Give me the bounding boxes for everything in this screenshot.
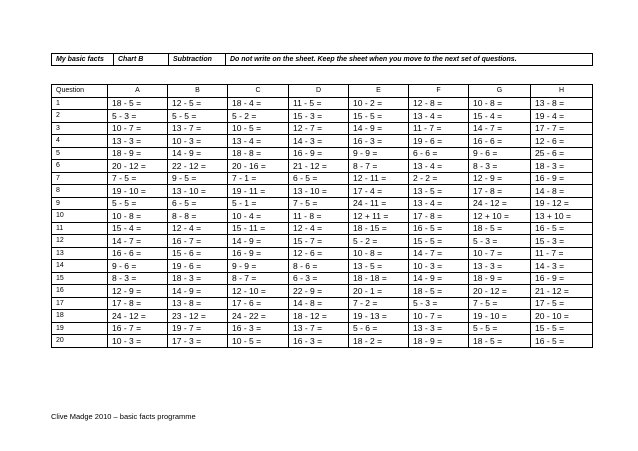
fact-cell-g: 24 - 12 = <box>469 197 531 210</box>
table-row <box>52 172 593 185</box>
fact-cell-h: 12 - 6 = <box>531 135 593 148</box>
fact-cell-b: 13 - 7 = <box>168 122 228 135</box>
fact-cell-g: 15 - 4 = <box>469 110 531 123</box>
fact-cell-d: 14 - 8 = <box>289 297 349 310</box>
fact-cell-f: 11 - 7 = <box>409 122 469 135</box>
fact-cell-d: 14 - 3 = <box>289 135 349 148</box>
fact-cell-b: 15 - 6 = <box>168 247 228 260</box>
fact-cell-a: 15 - 4 = <box>108 222 168 235</box>
question-column-header: Question <box>52 85 108 98</box>
column-header-c: C <box>228 85 289 98</box>
fact-cell-b: 19 - 7 = <box>168 322 228 335</box>
footer-credit: Clive Madge 2010 – basic facts programme <box>51 412 196 421</box>
table-row <box>52 322 593 335</box>
fact-cell-h: 17 - 5 = <box>531 297 593 310</box>
fact-cell-f: 14 - 7 = <box>409 247 469 260</box>
fact-cell-d: 15 - 3 = <box>289 110 349 123</box>
fact-cell-d: 15 - 7 = <box>289 235 349 248</box>
fact-cell-g: 19 - 10 = <box>469 310 531 323</box>
question-number: 16 <box>52 285 108 298</box>
fact-cell-a: 5 - 5 = <box>108 197 168 210</box>
fact-cell-c: 24 - 22 = <box>228 310 289 323</box>
question-number: 1 <box>52 97 108 110</box>
fact-cell-a: 13 - 3 = <box>108 135 168 148</box>
fact-cell-e: 5 - 6 = <box>349 322 409 335</box>
fact-cell-f: 16 - 5 = <box>409 222 469 235</box>
fact-cell-c: 10 - 4 = <box>228 210 289 223</box>
instruction-text: Do not write on the sheet. Keep the sheet when you move to the next set of questions. <box>226 54 593 66</box>
fact-cell-b: 16 - 7 = <box>168 235 228 248</box>
fact-cell-a: 14 - 7 = <box>108 235 168 248</box>
column-header-row <box>52 85 593 98</box>
fact-cell-c: 15 - 11 = <box>228 222 289 235</box>
fact-cell-h: 20 - 10 = <box>531 310 593 323</box>
fact-cell-a: 9 - 6 = <box>108 260 168 273</box>
fact-cell-c: 14 - 9 = <box>228 235 289 248</box>
fact-cell-c: 16 - 3 = <box>228 322 289 335</box>
fact-cell-h: 15 - 3 = <box>531 235 593 248</box>
fact-cell-h: 11 - 7 = <box>531 247 593 260</box>
fact-cell-b: 10 - 3 = <box>168 135 228 148</box>
fact-cell-b: 18 - 3 = <box>168 272 228 285</box>
fact-cell-b: 14 - 9 = <box>168 285 228 298</box>
question-number: 9 <box>52 197 108 210</box>
column-header-b: B <box>168 85 228 98</box>
fact-cell-g: 12 - 9 = <box>469 172 531 185</box>
fact-cell-g: 7 - 5 = <box>469 297 531 310</box>
fact-cell-f: 13 - 4 = <box>409 110 469 123</box>
fact-cell-h: 16 - 9 = <box>531 172 593 185</box>
fact-cell-b: 17 - 3 = <box>168 335 228 348</box>
fact-cell-d: 6 - 3 = <box>289 272 349 285</box>
topic-label: Subtraction <box>169 54 226 66</box>
table-row <box>52 247 593 260</box>
table-row <box>52 97 593 110</box>
table-row <box>52 272 593 285</box>
fact-cell-b: 19 - 6 = <box>168 260 228 273</box>
fact-cell-f: 19 - 6 = <box>409 135 469 148</box>
sheet-title: My basic facts <box>52 54 114 66</box>
fact-cell-d: 16 - 9 = <box>289 147 349 160</box>
fact-cell-c: 17 - 6 = <box>228 297 289 310</box>
fact-cell-c: 7 - 1 = <box>228 172 289 185</box>
fact-cell-h: 14 - 3 = <box>531 260 593 273</box>
fact-cell-g: 16 - 6 = <box>469 135 531 148</box>
fact-cell-g: 18 - 5 = <box>469 335 531 348</box>
facts-table <box>51 84 593 348</box>
column-header-a: A <box>108 85 168 98</box>
fact-cell-a: 20 - 12 = <box>108 160 168 173</box>
fact-cell-e: 5 - 2 = <box>349 235 409 248</box>
table-row <box>52 185 593 198</box>
fact-cell-c: 12 - 10 = <box>228 285 289 298</box>
fact-cell-h: 13 + 10 = <box>531 210 593 223</box>
fact-cell-f: 15 - 5 = <box>409 235 469 248</box>
fact-cell-f: 13 - 4 = <box>409 160 469 173</box>
fact-cell-b: 5 - 5 = <box>168 110 228 123</box>
fact-cell-g: 12 + 10 = <box>469 210 531 223</box>
table-row <box>52 297 593 310</box>
fact-cell-f: 13 - 4 = <box>409 197 469 210</box>
fact-cell-a: 17 - 8 = <box>108 297 168 310</box>
table-row <box>52 310 593 323</box>
fact-cell-b: 13 - 8 = <box>168 297 228 310</box>
fact-cell-h: 17 - 7 = <box>531 122 593 135</box>
fact-cell-a: 10 - 7 = <box>108 122 168 135</box>
fact-cell-c: 19 - 11 = <box>228 185 289 198</box>
fact-cell-d: 22 - 9 = <box>289 285 349 298</box>
fact-cell-c: 8 - 7 = <box>228 272 289 285</box>
fact-cell-e: 10 - 2 = <box>349 97 409 110</box>
table-row <box>52 147 593 160</box>
fact-cell-d: 18 - 12 = <box>289 310 349 323</box>
fact-cell-h: 16 - 5 = <box>531 222 593 235</box>
fact-cell-d: 12 - 6 = <box>289 247 349 260</box>
fact-cell-a: 10 - 8 = <box>108 210 168 223</box>
fact-cell-a: 19 - 10 = <box>108 185 168 198</box>
fact-cell-a: 24 - 12 = <box>108 310 168 323</box>
fact-cell-f: 12 - 8 = <box>409 97 469 110</box>
fact-cell-g: 14 - 7 = <box>469 122 531 135</box>
fact-cell-e: 19 - 13 = <box>349 310 409 323</box>
fact-cell-d: 6 - 5 = <box>289 172 349 185</box>
table-row <box>52 122 593 135</box>
table-row <box>52 222 593 235</box>
fact-cell-b: 9 - 5 = <box>168 172 228 185</box>
column-header-d: D <box>289 85 349 98</box>
fact-cell-h: 15 - 5 = <box>531 322 593 335</box>
question-number: 5 <box>52 147 108 160</box>
fact-cell-d: 21 - 12 = <box>289 160 349 173</box>
fact-cell-f: 5 - 3 = <box>409 297 469 310</box>
fact-cell-c: 10 - 5 = <box>228 122 289 135</box>
fact-cell-f: 10 - 3 = <box>409 260 469 273</box>
fact-cell-e: 17 - 4 = <box>349 185 409 198</box>
fact-cell-c: 13 - 4 = <box>228 135 289 148</box>
fact-cell-a: 18 - 9 = <box>108 147 168 160</box>
question-number: 3 <box>52 122 108 135</box>
question-number: 13 <box>52 247 108 260</box>
fact-cell-e: 10 - 8 = <box>349 247 409 260</box>
fact-cell-e: 13 - 5 = <box>349 260 409 273</box>
fact-cell-f: 10 - 7 = <box>409 310 469 323</box>
question-number: 19 <box>52 322 108 335</box>
fact-cell-e: 18 - 15 = <box>349 222 409 235</box>
fact-cell-e: 12 - 11 = <box>349 172 409 185</box>
fact-cell-f: 6 - 6 = <box>409 147 469 160</box>
fact-cell-d: 7 - 5 = <box>289 197 349 210</box>
table-row <box>52 260 593 273</box>
question-number: 14 <box>52 260 108 273</box>
fact-cell-f: 18 - 9 = <box>409 335 469 348</box>
fact-cell-h: 16 - 5 = <box>531 335 593 348</box>
table-row <box>52 110 593 123</box>
table-row <box>52 160 593 173</box>
fact-cell-a: 8 - 3 = <box>108 272 168 285</box>
fact-cell-f: 2 - 2 = <box>409 172 469 185</box>
question-number: 20 <box>52 335 108 348</box>
fact-cell-e: 18 - 18 = <box>349 272 409 285</box>
question-number: 17 <box>52 297 108 310</box>
fact-cell-e: 14 - 9 = <box>349 122 409 135</box>
fact-cell-c: 5 - 1 = <box>228 197 289 210</box>
fact-cell-e: 16 - 3 = <box>349 135 409 148</box>
fact-cell-h: 21 - 12 = <box>531 285 593 298</box>
fact-cell-g: 9 - 6 = <box>469 147 531 160</box>
fact-cell-g: 5 - 5 = <box>469 322 531 335</box>
fact-cell-a: 5 - 3 = <box>108 110 168 123</box>
fact-cell-b: 12 - 5 = <box>168 97 228 110</box>
question-number: 2 <box>52 110 108 123</box>
question-number: 18 <box>52 310 108 323</box>
column-header-h: H <box>531 85 593 98</box>
fact-cell-f: 13 - 3 = <box>409 322 469 335</box>
fact-cell-e: 12 + 11 = <box>349 210 409 223</box>
fact-cell-h: 14 - 8 = <box>531 185 593 198</box>
fact-cell-a: 12 - 9 = <box>108 285 168 298</box>
fact-cell-g: 13 - 3 = <box>469 260 531 273</box>
fact-cell-c: 20 - 16 = <box>228 160 289 173</box>
fact-cell-f: 18 - 5 = <box>409 285 469 298</box>
table-row <box>52 335 593 348</box>
fact-cell-d: 11 - 8 = <box>289 210 349 223</box>
fact-cell-b: 6 - 5 = <box>168 197 228 210</box>
fact-cell-b: 8 - 8 = <box>168 210 228 223</box>
fact-cell-c: 5 - 2 = <box>228 110 289 123</box>
question-number: 15 <box>52 272 108 285</box>
table-row <box>52 210 593 223</box>
fact-cell-e: 7 - 2 = <box>349 297 409 310</box>
chart-label: Chart B <box>114 54 169 66</box>
column-header-g: G <box>469 85 531 98</box>
fact-cell-a: 7 - 5 = <box>108 172 168 185</box>
table-row <box>52 285 593 298</box>
fact-cell-e: 8 - 7 = <box>349 160 409 173</box>
fact-cell-e: 18 - 2 = <box>349 335 409 348</box>
fact-cell-b: 14 - 9 = <box>168 147 228 160</box>
fact-cell-e: 24 - 11 = <box>349 197 409 210</box>
fact-cell-h: 19 - 4 = <box>531 110 593 123</box>
column-header-f: F <box>409 85 469 98</box>
question-number: 8 <box>52 185 108 198</box>
fact-cell-f: 14 - 9 = <box>409 272 469 285</box>
fact-cell-h: 13 - 8 = <box>531 97 593 110</box>
fact-cell-g: 10 - 8 = <box>469 97 531 110</box>
fact-cell-e: 9 - 9 = <box>349 147 409 160</box>
fact-cell-h: 25 - 6 = <box>531 147 593 160</box>
fact-cell-c: 16 - 9 = <box>228 247 289 260</box>
fact-cell-g: 17 - 8 = <box>469 185 531 198</box>
fact-cell-f: 17 - 8 = <box>409 210 469 223</box>
fact-cell-g: 8 - 3 = <box>469 160 531 173</box>
fact-cell-g: 5 - 3 = <box>469 235 531 248</box>
fact-cell-h: 19 - 12 = <box>531 197 593 210</box>
table-row <box>52 197 593 210</box>
fact-cell-a: 16 - 6 = <box>108 247 168 260</box>
fact-cell-d: 13 - 10 = <box>289 185 349 198</box>
fact-cell-a: 16 - 7 = <box>108 322 168 335</box>
fact-cell-h: 16 - 9 = <box>531 272 593 285</box>
facts-body <box>52 97 593 347</box>
fact-cell-b: 23 - 12 = <box>168 310 228 323</box>
fact-cell-f: 13 - 5 = <box>409 185 469 198</box>
fact-cell-d: 12 - 4 = <box>289 222 349 235</box>
fact-cell-g: 18 - 9 = <box>469 272 531 285</box>
fact-cell-d: 11 - 5 = <box>289 97 349 110</box>
question-number: 12 <box>52 235 108 248</box>
fact-cell-g: 20 - 12 = <box>469 285 531 298</box>
fact-cell-g: 18 - 5 = <box>469 222 531 235</box>
column-header-e: E <box>349 85 409 98</box>
fact-cell-e: 20 - 1 = <box>349 285 409 298</box>
fact-cell-c: 10 - 5 = <box>228 335 289 348</box>
fact-cell-a: 10 - 3 = <box>108 335 168 348</box>
fact-cell-c: 9 - 9 = <box>228 260 289 273</box>
fact-cell-d: 13 - 7 = <box>289 322 349 335</box>
question-number: 6 <box>52 160 108 173</box>
fact-cell-b: 13 - 10 = <box>168 185 228 198</box>
fact-cell-e: 15 - 5 = <box>349 110 409 123</box>
fact-cell-h: 18 - 3 = <box>531 160 593 173</box>
table-row <box>52 235 593 248</box>
question-number: 10 <box>52 210 108 223</box>
fact-cell-b: 22 - 12 = <box>168 160 228 173</box>
header-table <box>51 53 593 66</box>
fact-cell-d: 8 - 6 = <box>289 260 349 273</box>
header-row <box>52 54 593 66</box>
fact-cell-c: 18 - 4 = <box>228 97 289 110</box>
fact-cell-b: 12 - 4 = <box>168 222 228 235</box>
fact-cell-g: 10 - 7 = <box>469 247 531 260</box>
table-row <box>52 135 593 148</box>
fact-cell-d: 12 - 7 = <box>289 122 349 135</box>
fact-cell-c: 18 - 8 = <box>228 147 289 160</box>
question-number: 11 <box>52 222 108 235</box>
fact-cell-d: 16 - 3 = <box>289 335 349 348</box>
question-number: 4 <box>52 135 108 148</box>
fact-cell-a: 18 - 5 = <box>108 97 168 110</box>
question-number: 7 <box>52 172 108 185</box>
